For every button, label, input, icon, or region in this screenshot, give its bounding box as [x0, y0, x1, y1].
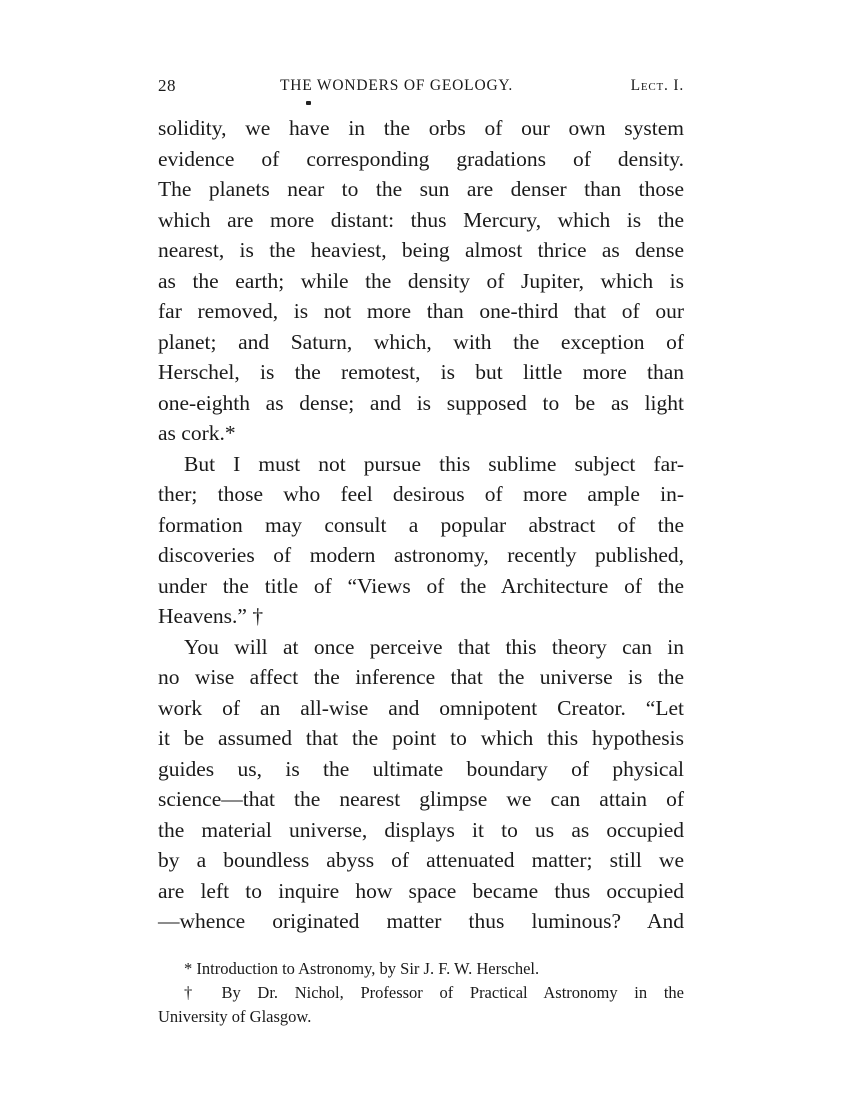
text-line: it be assumed that the point to which this hypothesis: [158, 726, 684, 750]
running-title: THE WONDERS OF GEOLOGY.: [280, 77, 514, 94]
text-line: But I must not pursue this sublime subject far-: [184, 451, 684, 476]
text-line: —whence originated matter thus luminous? And: [158, 909, 684, 933]
text-line: You will at once perceive that this theory can in: [184, 634, 684, 659]
page-number: 28: [158, 76, 176, 95]
text-line: under the title of “Views of the Architecture of the: [158, 573, 684, 598]
text-line: work of an all-wise and omnipotent Creator. “Let: [158, 695, 684, 720]
text-line: evidence of corresponding gradations of density.: [158, 146, 684, 171]
text-line: which are more distant: thus Mercury, which is the: [158, 207, 684, 232]
body-text: [158, 113, 684, 937]
text-line: no wise affect the inference that the universe is the: [158, 665, 684, 689]
lecture-label: Lect. I.: [630, 77, 684, 94]
ink-speck: [306, 101, 311, 105]
text-line: as the earth; while the density of Jupiter, which is: [158, 268, 684, 293]
text-line: one-eighth as dense; and is supposed to be as light: [158, 390, 684, 415]
text-line: as cork.*: [158, 421, 236, 445]
text-line: ther; those who feel desirous of more ample in-: [158, 482, 684, 506]
text-line: are left to inquire how space became thus occupied: [158, 878, 684, 903]
text-line: nearest, is the heaviest, being almost thrice as dense: [158, 238, 684, 262]
footnote: University of Glasgow.: [158, 1007, 312, 1026]
footnote: * Introduction to Astronomy, by Sir J. F. W. Herschel.: [184, 959, 540, 978]
text-line: Heavens.” †: [158, 604, 264, 628]
text-line: planet; and Saturn, which, with the exception of: [158, 329, 684, 354]
text-line: far removed, is not more than one-third that of our: [158, 299, 684, 323]
text-line: guides us, is the ultimate boundary of physical: [158, 756, 684, 781]
text-line: science—that the nearest glimpse we can attain of: [158, 787, 684, 811]
text-line: Herschel, is the remotest, is but little more than: [158, 360, 684, 384]
running-head: [158, 76, 684, 98]
footnote: † By Dr. Nichol, Professor of Practical Astronomy in the: [184, 983, 684, 1002]
text-line: discoveries of modern astronomy, recently published,: [158, 543, 684, 567]
text-line: solidity, we have in the orbs of our own system: [158, 116, 684, 140]
text-line: The planets near to the sun are denser than those: [158, 177, 684, 201]
text-line: formation may consult a popular abstract of the: [158, 512, 684, 537]
text-line: the material universe, displays it to us as occupied: [158, 817, 684, 842]
text-line: by a boundless abyss of attenuated matter; still we: [158, 848, 684, 872]
footnotes: [158, 957, 684, 1029]
